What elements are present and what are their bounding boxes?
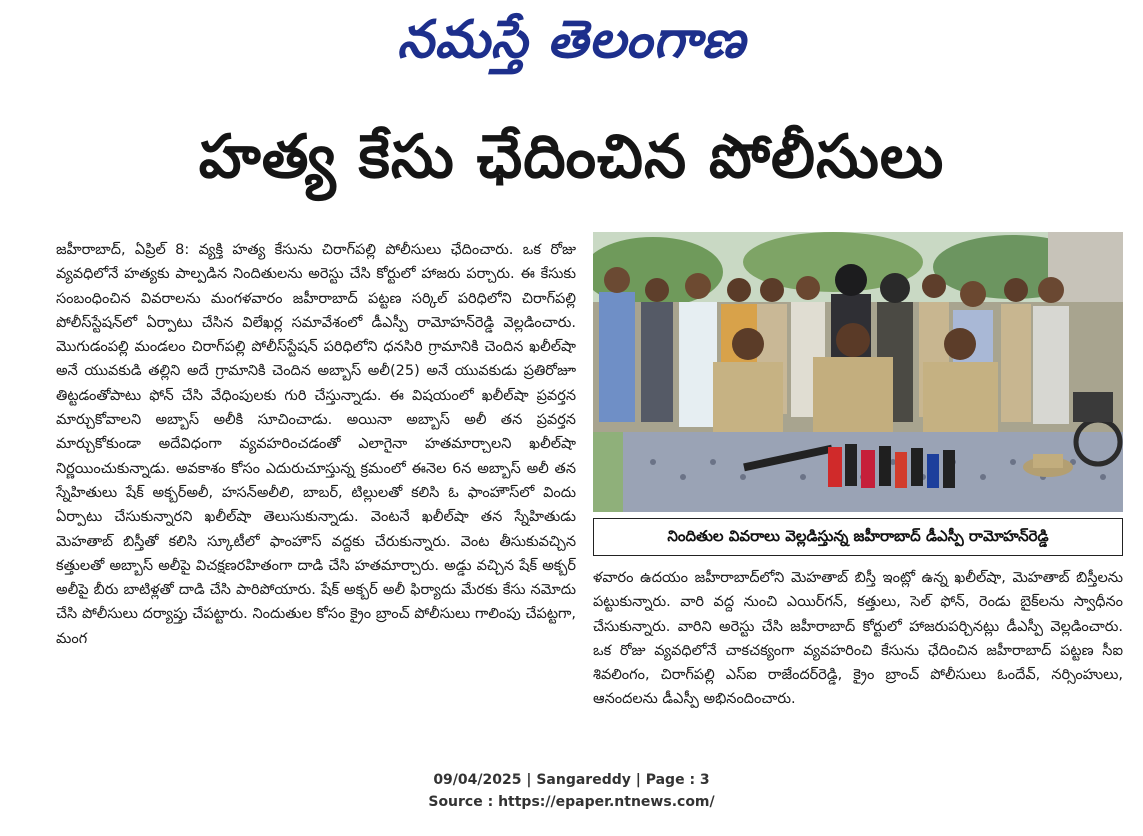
edition-info: 09/04/2025 | Sangareddy | Page : 3 [433,772,710,788]
press-meet-photo [593,232,1123,512]
photo-caption: నిందితుల వివరాలు వెల్లడిస్తున్న జహీరాబాద్ డీఎస్పీ రామోహన్‌రెడ్డి [593,518,1123,556]
newspaper-masthead: నమస్తే తెలంగాణ [397,9,746,70]
source-link[interactable]: Source : https://epaper.ntnews.com/ [428,794,715,810]
article-body-right-column: ళవారం ఉదయం జహీరాబాద్‌లోని మెహతాబ్ బిస్తీ ఇంట్లో ఉన్న ఖలీల్‌షా, మెహతాబ్ బిస్తీలను పట్టుకున్నారు. వారి వద్ద నుంచి ఎయిర్‌గన్, కత్తులు, సెల్ ఫోన్, రెండు బైక్‌లను స్వాధీనం చేసుకున్నారు. వారిని అరెస్టు చేసి జహీరాబాద్ కోర్టులో హాజరుపర్చినట్లు డీఎస్పీ వెల్లడించారు. ఒక రోజు వ్యవధిలోనే చాకచక్యంగా వ్యవహరించి కేసును ఛేదించిన జహీరాబాద్ పట్టణ సీఐ శివలింగం, చిరాగ్‌పల్లి ఎస్ఐ రాజేందర్‌రెడ్డి, క్రైం బ్రాంచ్ పోలీసులు ఓందేవ్, నర్సింహులు, ఆనందలను డీఎస్పీ అభినందించారు. [593,570,1123,708]
article-headline: హత్య కేసు ఛేదించిన పోలీసులు [198,122,945,192]
article-body-left-column: జహీరాబాద్, ఏప్రిల్ 8: వ్యక్తి హత్య కేసును చిరాగ్‌పల్లి పోలీసులు ఛేదించారు. ఒక రోజు వ్యవధిలోనే హత్యకు పాల్పడిన నిందితులను అరెస్టు చేసి కోర్టులో హాజరు పర్చారు. ఈ కేసుకు సంబంధించిన వివరాలను మంగళవారం జహీరాబాద్ పట్టణ సర్కిల్ పరిధిలోని చిరాగ్‌పల్లి పోలీస్‌స్టేషన్‌లో ఏర్పాటు చేసిన విలేఖర్ల సమావేశంలో డీఎస్పీ రామోహన్‌రెడ్డి వెల్లడించారు. మొగుడంపల్లి మండలం చిరాగ్‌పల్లి పోలీస్‌స్టేషన్ పరిధిలోని ధనసిరి గ్రామానికి చెందిన ఖలీల్‌షా అనే యువకుడి తల్లిని అదే గ్రామానికి చెందిన అబ్బాస్ అలీ(25) అనే యువకుడు ప్రతిరోజూ తిట్టడంతోపాటు ఫోన్ చేసి వేధింపులకు గురి చేస్తున్నాడు. ఈ విషయంలో ఖలీల్‌షా ప్రవర్తన మార్చుకోవాలని అబ్బాస్ అలీకి సూచించాడు. అయినా అబ్బాస్ అలీ తన ప్రవర్తన మార్చుకోకుండా అదేవిధంగా వ్యవహరించడంతో ఎలాగైనా హతమార్చాలని ఖలీల్‌షా నిర్ణయించుకున్నాడు. అవకాశం కోసం ఎదురుచూస్తున్న క్రమంలో ఈనెల 6న అబ్బాస్ అలీ తన స్నేహితులు షేక్ అక్బర్‌అలీ, హసన్‌అలీలి, బాబర్, టిల్లులతో కలిసి ఓ ఫాంహౌస్‌లో విందు ఏర్పాటు చేసుకున్నారని ఖలీల్‌షా తెలుసుకున్నాడు. వెంటనే ఖలీల్‌షా తన స్నేహితుడు మెహతాబ్ బిస్తీతో కలిసి స్కూటీలో ఫాంహౌస్ వద్దకు చేరుకున్నారు. వెంట తీసుకువచ్చిన కత్తులతో అబ్బాస్ అలీపై విచక్షణరహితంగా దాడి చేసి హతమార్చారు. అడ్డు వచ్చిన షేక్ అక్బర్ అలీపై బీరు బాటిళ్లతో దాడి చేసి పారిపోయారు. షేక్ అక్బర్ అలీ ఫిర్యాదు మేరకు కేసు నమోదు చేసి పోలీసులు దర్యాప్తు చేపట్టారు. నిందుతుల కోసం క్రైం బ్రాంచ్ పోలీసులు గాలింపు చేపట్టగా, మంగ [56,242,576,647]
